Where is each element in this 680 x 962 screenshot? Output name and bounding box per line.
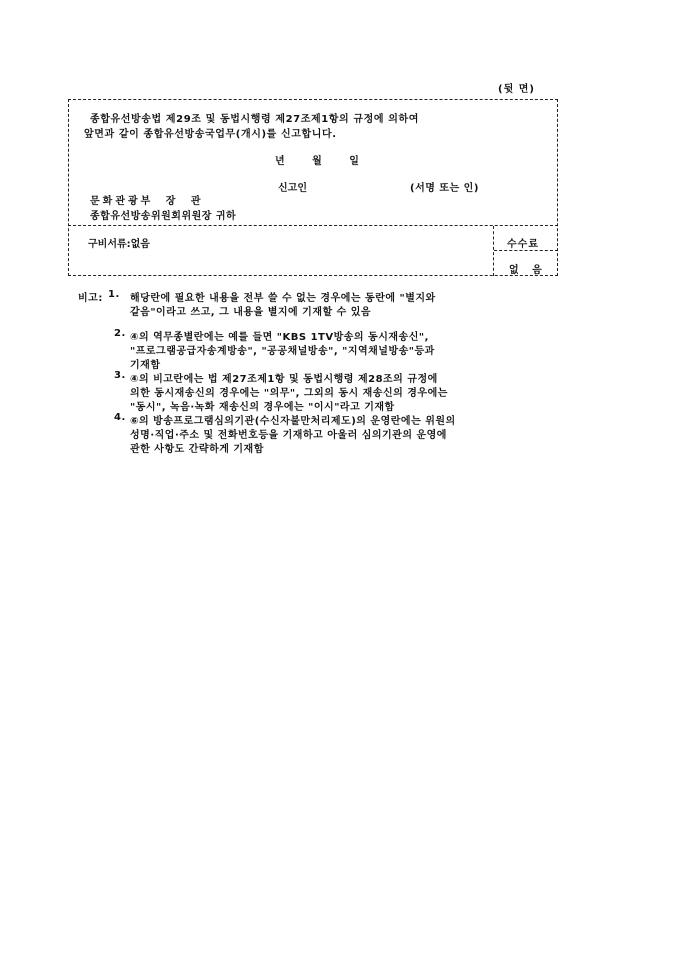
- fee-value: 없 음: [509, 265, 542, 276]
- page-side-label: (뒷 면): [498, 84, 535, 95]
- declaration-line-1: 종합유선방송법 제29조 및 동법시행령 제27조제1항의 규정에 의하여: [90, 114, 420, 125]
- note-number: 2.: [114, 328, 126, 339]
- required-documents: 구비서류:없음: [88, 239, 150, 250]
- note-line: 관한 사항도 간략하게 기재함: [130, 444, 264, 455]
- minister-title: 문화관광부 장 관: [90, 196, 204, 207]
- note-line: ④의 역무종별란에는 예를 들면 "KBS 1TV방송의 동시재송신",: [130, 332, 429, 343]
- note-line: 해당란에 필요한 내용을 전부 쓸 수 없는 경우에는 동란에 "별지와: [130, 293, 436, 304]
- note-number: 3.: [114, 370, 126, 381]
- note-line: ⑥의 방송프로그램심의기관(수신자불만처리제도)의 운영란에는 위원의: [130, 416, 456, 427]
- notes-prefix: 비고:: [78, 293, 103, 304]
- fee-column-divider: [493, 226, 494, 276]
- applicant-label: 신고인: [278, 183, 307, 194]
- note-line: "동시", 녹음·녹화 재송신의 경우에는 "이시"라고 기재함: [130, 402, 395, 413]
- note-line: 성명·직업·주소 및 전화번호등을 기재하고 아울러 심의기관의 운영에: [130, 430, 447, 441]
- form-divider: [68, 225, 558, 226]
- fee-label: 수수료: [507, 239, 539, 250]
- fee-row-divider: [494, 250, 558, 251]
- date-line: 년 월 일: [275, 156, 359, 167]
- note-line: 같음"이라고 쓰고, 그 내용을 별지에 기재할 수 있음: [130, 307, 372, 318]
- note-line: 기재함: [130, 360, 161, 371]
- signature-label: (서명 또는 인): [410, 183, 479, 194]
- addressee-line: 종합유선방송위원회위원장 귀하: [90, 211, 237, 222]
- note-line: "프로그램공급자송계방송", "공공채널방송", "지역채널방송"등과: [130, 346, 435, 357]
- declaration-line-2: 앞면과 같이 종합유선방송국업무(개시)를 신고합니다.: [84, 129, 337, 140]
- note-number: 4.: [114, 412, 126, 423]
- note-line: 의한 동시재송신의 경우에는 "의무", 그외의 동시 재송신의 경우에는: [130, 388, 448, 399]
- note-line: ④의 비고란에는 법 제27조제1항 및 동법시행령 제28조의 규정에: [130, 374, 438, 385]
- note-number: 1.: [108, 289, 120, 300]
